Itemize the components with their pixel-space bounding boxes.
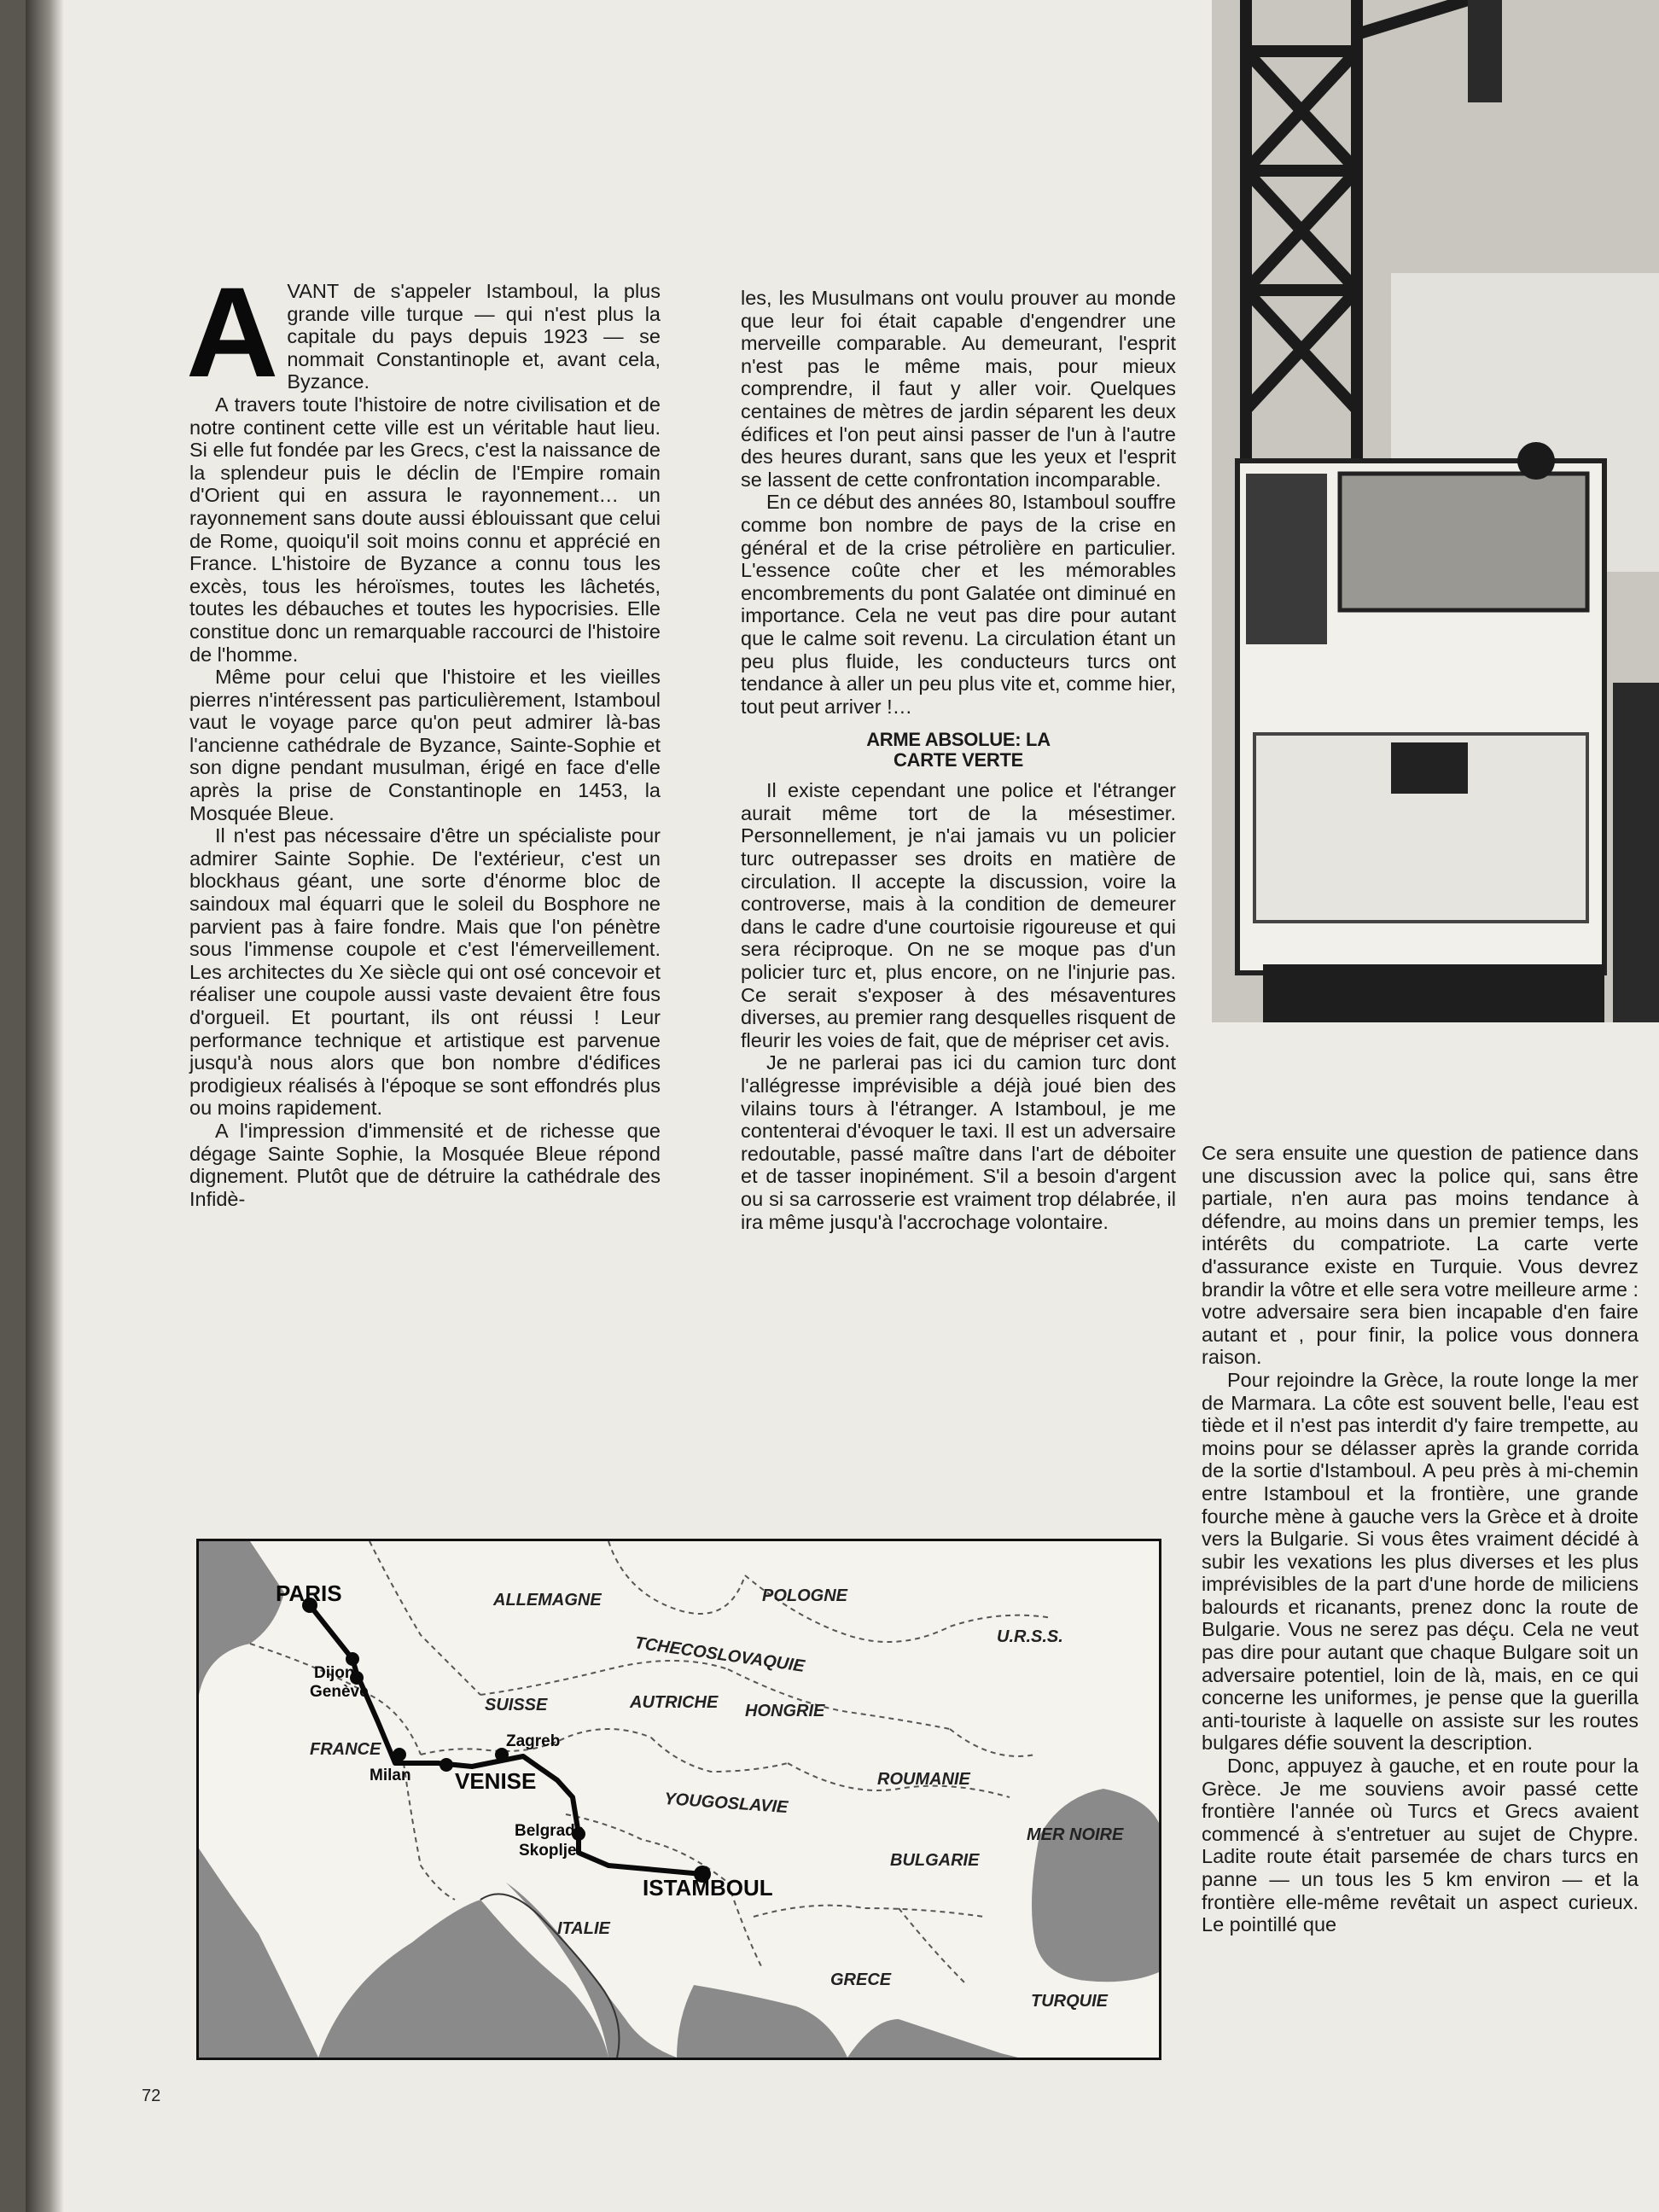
label-autriche: AUTRICHE [630,1693,719,1712]
label-urss: U.R.S.S. [997,1627,1063,1646]
label-zagreb: Zagreb [506,1732,561,1750]
label-dijon: Dijon [314,1664,355,1682]
label-turquie: TURQUIE [1031,1992,1108,2011]
sea-med-east [847,2019,1018,2058]
photo-truck-crane [1212,0,1659,1022]
sea-west [199,1848,318,2058]
label-paris: PARIS [276,1580,342,1606]
sea-north [199,1541,284,1695]
city-dot-venise [439,1758,453,1772]
label-france: FRANCE [310,1740,381,1759]
label-belgrade: Belgrade [515,1822,585,1840]
paragraph: Pour rejoindre la Grèce, la route longe la mer de Marmara. La côte est souvent belle, l'eau est tiède et il n'est pas interdit d'y faire trempette, au moins pour se délasser après la grande corrida de la sortie d'Istamboul. A peu près à mi-chemin entre Istamboul et la frontière, une grande fourche mène à gauche vers la Grèce et à droite vers la Bulgarie. Si vous êtes vraiment décidé à subir les vexations les plus diverses et les plus imprévisibles de la part d'une horde de miliciens balourds et ricanants, prenez donc la route de Bulgarie. Vous ne serez pas déçu. Cela ne veut pas dire pour autant que chaque Bulgare soit un adversaire potentiel, loin de là, mais, en ce qui concerne les uniformes, je pense que la guerilla anti-touriste à laquelle on assiste sur les routes bulgares défie souvent la description. [1202,1368,1639,1755]
route-map [196,1539,1161,2060]
sea-aegean [677,1985,847,2058]
paragraph: Même pour celui que l'histoire et les vieilles pierres n'intéressent pas particulièrement, Istamboul vaut le voyage parce qu'on peut admirer là-bas l'ancienne cathédrale de Byzance, Sainte-Sophie et son digne pendant musulman, érigé en face d'elle après la prise de Constantinople en 1453, la Mosquée Bleue. [189,666,661,824]
label-grece: GRECE [830,1970,892,1989]
label-istamboul: ISTAMBOUL [643,1875,773,1901]
paragraph: Il n'est pas nécessaire d'être un spécialiste pour admirer Sainte Sophie. De l'extérieur, c'est un blockhaus géant, une sorte d'énorme bloc de saindoux mal équarri que le soleil du Bosphore ne parvient pas à faire fondre. Mais que l'on pénètre sous l'immense coupole et c'est l'émerveillement. Les architectes du Xe siècle qui ont osé concevoir et réaliser une coupole aussi vaste devaient être fous d'orgueil. Et pourtant, ils ont réussi ! Leur performance technique et artistique est parvenue jusqu'à nous alors que bon nombre d'édifices prodigieux réalisés à l'époque se sont effondrés plus ou moins rapidement. [189,824,661,1120]
route-map-graphic [199,1541,1159,2058]
city-dot-milan [393,1748,406,1761]
page-number: 72 [142,2087,161,2105]
label-mer-noire: MER NOIRE [1027,1825,1124,1844]
label-venise: VENISE [455,1768,537,1794]
label-yougoslavie: YOUGOSLAVIE [663,1790,789,1818]
column-1 [186,260,661,1210]
country-borders [250,1541,1052,1985]
photo-graphic [1212,0,1659,1022]
section-heading [741,730,1176,771]
black-sea [1032,1789,1159,1982]
column-3 [1202,1142,1639,1936]
section-heading-line-1: ARME ABSOLUE: LA [866,729,1051,751]
column-2 [741,287,1176,1233]
paragraph: Je ne parlerai pas ici du camion turc dont l'allégresse imprévisible a déjà joué bien des vilains tours à l'étranger. A Istamboul, je me contenterai d'évoquer le taxi. Il est un adversaire redoutable, passé maître dans l'art de déboiter et de tasser inopinément. S'il a besoin d'argent ou si sa carrosserie est vraiment trop délabrée, il ira même jusqu'à l'accrochage volontaire. [741,1051,1176,1233]
paragraph: A travers toute l'histoire de notre civilisation et de notre continent cette ville est un véritable haut lieu. Si elle fut fondée par les Grecs, c'est la naissance de la splendeur puis le déclin de l'Empire romain d'Orient qui en assura le rayonnement… un rayonnement sans doute aussi éblouissant que celui de Rome, quoiqu'il soit moins connu et apprécié en France. L'histoire de Byzance a connu tous les excès, tous les héroïsmes, toutes les lâchetés, toutes les débauches et toutes les hypocrisies. Elle constitue donc un remarquable raccourci de l'histoire de l'homme. [189,393,661,666]
paragraph: A l'impression d'immensité et de richesse que dégage Sainte Sophie, la Mosquée Bleue répond dignement. Plutôt que de détruire la cathédrale des Infidè- [189,1119,661,1210]
paragraph: VANT de s'appeler Istamboul, la plus grande ville turque — qui n'est plus la capitale du pays depuis 1923 — se nommait Constantinople et, avant cela, Byzance. [287,280,661,393]
paragraph: En ce début des années 80, Istamboul souffre comme bon nombre de pays de la crise en général et de la crise pétrolière en particulier. L'essence coûte cher et les mémorables encombrements du pont Galatée ont diminué en importance. Cela ne veut pas dire pour autant que le calme soit revenu. La circulation étant un peu plus fluide, les conducteurs turcs ont tendance à aller un peu plus vite et, comme hier, tout peut arriver !… [741,491,1176,718]
label-suisse: SUISSE [485,1696,548,1714]
label-tchecoslovaquie: TCHECOSLOVAQUIE [633,1633,806,1676]
label-geneve: Genève [310,1683,369,1701]
paragraph: Il existe cependant une police et l'étranger aurait même tort de la mésestimer. Personnellement, je n'ai jamais vu un policier turc outrepasser ses droits en matière de circulation. Il accepte la discussion, voire la controverse, mais à la condition de demeurer dans le cadre d'une courtoisie rigoureuse et qui sera réciproque. On ne se moque pas d'un policier turc et, plus encore, on ne l'injurie pas. Ce serait s'exposer à des mésaventures diverses, au premier rang desquelles risquent de fleurir les voies de fait, que de mépriser cet avis. [741,779,1176,1051]
label-hongrie: HONGRIE [745,1702,825,1720]
section-heading-line-2: CARTE VERTE [894,749,1023,771]
label-roumanie: ROUMANIE [877,1770,970,1789]
paragraph: Ce sera ensuite une question de patience dans une discussion avec la police qui, sans être partiale, n'en aura pas moins tendance à défendre, au moins dans un premier temps, les intérêts du compatriote. La carte verte d'assurance existe en Turquie. Vous devrez brandir la vôtre et elle sera votre meilleure arme : votre adversaire sera bien incapable d'en faire autant et , pour finir, la police vous donnera raison. [1202,1142,1639,1369]
label-bulgarie: BULGARIE [890,1851,980,1870]
label-milan: Milan [370,1767,411,1784]
drop-cap: A [186,260,279,404]
paragraph: les, les Musulmans ont voulu prouver au monde que leur foi était capable d'engendrer une merveille comparable. Au demeurant, l'esprit n'est pas le même mais, pour mieux comprendre, il faut y aller voir. Quelques centaines de mètres de jardin séparent les deux édifices et l'on peut ainsi passer de l'un à l'autre des heures durant, sans que les yeux et l'esprit se lassent de cette confrontation incomparable. [741,287,1176,491]
label-pologne: POLOGNE [762,1586,848,1605]
paragraph: Donc, appuyez à gauche, et en route pour la Grèce. Je me souviens avoir passé cette frontière l'année où Turcs et Grecs avaient commencé à s'entretuer au sujet de Chypre. Ladite route était parsemée de chars turcs en panne — un tous les 5 km environ — et la frontière elle-même revêtait un aspect curieux. Le pointillé que [1202,1755,1639,1936]
label-italie: ITALIE [557,1919,610,1938]
label-allemagne: ALLEMAGNE [493,1591,602,1610]
magazine-page [26,0,1659,2212]
binding-shadow [26,0,64,2212]
label-skoplje: Skoplje [519,1842,577,1860]
